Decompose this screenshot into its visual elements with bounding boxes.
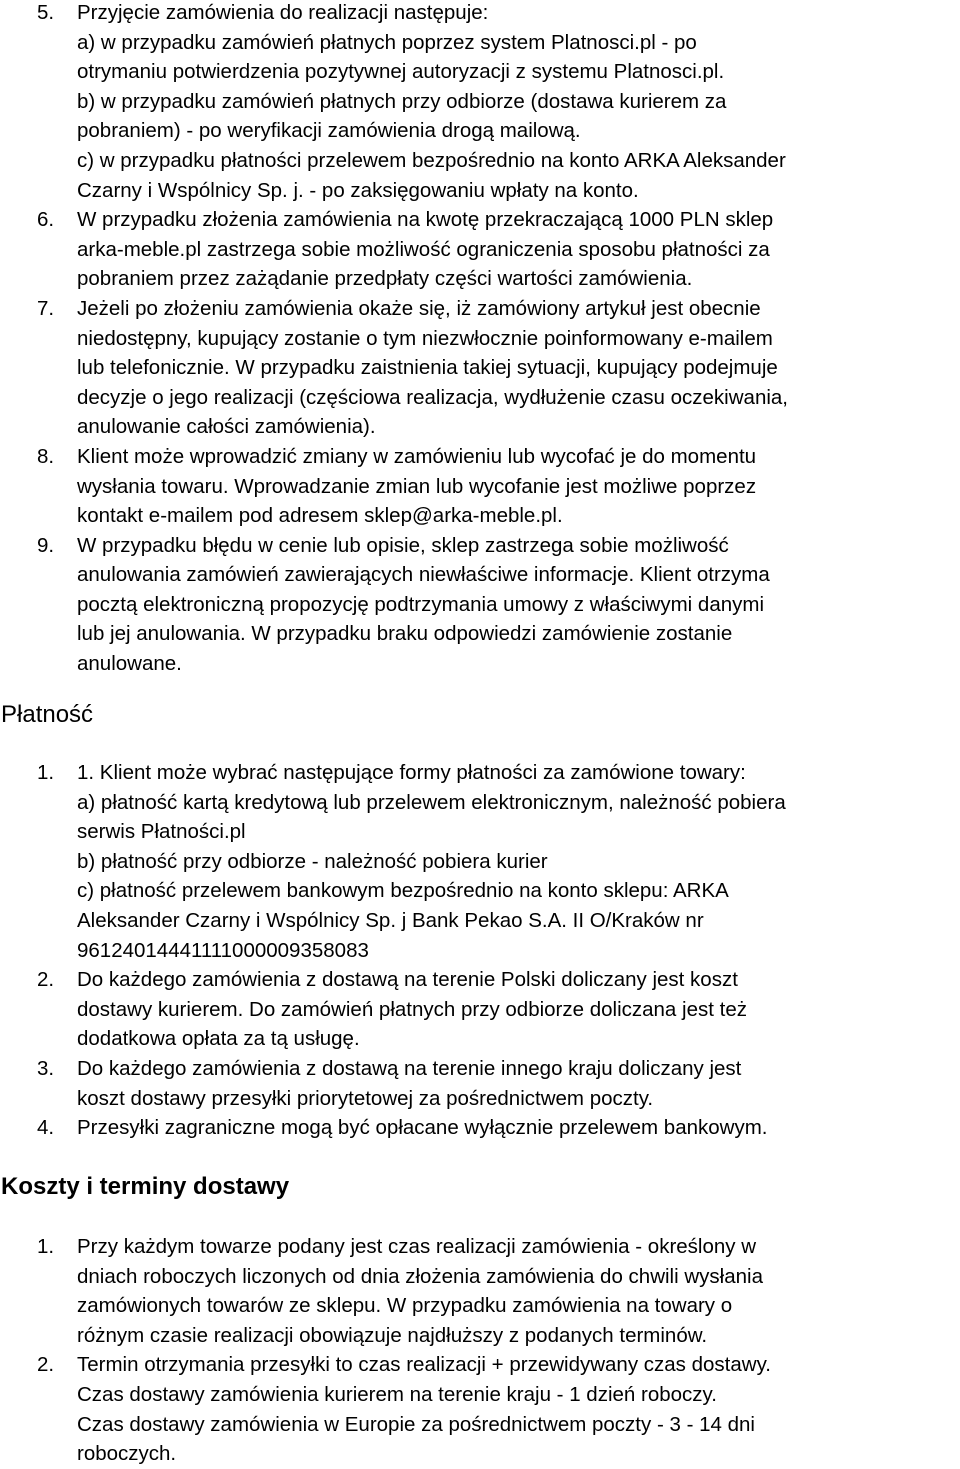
list-item-number: 1. xyxy=(37,761,55,784)
list-item-line: koszt dostawy przesyłki priorytetowej za pośrednictwem poczty. xyxy=(77,1086,654,1110)
list-item-line: dostawy kurierem. Do zamówień płatnych przy odbiorze doliczana jest też xyxy=(77,997,747,1021)
list-item-line: różnym czasie realizacji obowiązuje najdłuższy z podanych terminów. xyxy=(77,1323,708,1347)
list-item-line: lub telefonicznie. W przypadku zaistnienia takiej sytuacji, kupujący podejmuje xyxy=(77,356,778,380)
list-item xyxy=(0,294,960,442)
list-item-line: b) płatność przy odbiorze - należność pobiera kurier xyxy=(77,849,548,873)
list-item-number: 2. xyxy=(37,968,55,992)
list-item xyxy=(0,1350,960,1468)
list-item-line: dodatkowa opłata za tą usługę. xyxy=(77,1027,360,1051)
list-item-line: Klient może wprowadzić zmiany w zamówieniu lub wycofać je do momentu xyxy=(77,444,757,468)
list-item-line: Przy każdym towarze podany jest czas realizacji zamówienia - określony w xyxy=(77,1235,757,1258)
list-item-line: pobraniem przez zażądanie przedpłaty części wartości zamówienia. xyxy=(77,267,693,291)
list-item-line: c) płatność przelewem bankowym bezpośrednio na konto sklepu: ARKA xyxy=(77,879,729,903)
list-item-line: pocztą elektroniczną propozycję podtrzymania umowy z właściwymi danymi xyxy=(77,592,765,616)
list-item-line: Jeżeli po złożeniu zamówienia okaże się, iż zamówiony artykuł jest obecnie xyxy=(77,296,761,320)
list-item xyxy=(0,1054,960,1113)
list-item-number: 9. xyxy=(37,533,55,557)
list-item-line: Aleksander Czarny i Wspólnicy Sp. j Bank Pekao S.A. II O/Kraków nr xyxy=(77,908,704,932)
list-item-line: anulowanie całości zamówienia). xyxy=(77,415,376,439)
list-item-line: Do każdego zamówienia z dostawą na terenie Polski doliczany jest koszt xyxy=(77,968,738,992)
list-item-line: a) płatność kartą kredytową lub przelewem elektronicznym, należność pobiera xyxy=(77,790,786,814)
list-item xyxy=(0,531,960,679)
list-item-line: Czarny i Wspólnicy Sp. j. - po zaksięgowaniu wpłaty na konto. xyxy=(77,178,639,202)
list-item-line: arka-meble.pl zastrzega sobie możliwość ograniczenia sposobu płatności za xyxy=(77,237,770,261)
list-item xyxy=(0,205,960,294)
order-terms-list xyxy=(0,0,960,679)
payment-terms-list xyxy=(0,758,960,1143)
list-item-line: Termin otrzymania przesyłki to czas realizacji + przewidywany czas dostawy. xyxy=(77,1353,772,1377)
list-item-line: roboczych. xyxy=(77,1442,177,1466)
list-item-line: Czas dostawy zamówienia w Europie za pośrednictwem poczty - 3 - 14 dni xyxy=(77,1412,755,1436)
list-item xyxy=(0,442,960,531)
list-item-line: Przyjęcie zamówienia do realizacji następuje: xyxy=(77,1,489,24)
list-item-line: niedostępny, kupujący zostanie o tym niezwłocznie poinformowany e-mailem xyxy=(77,326,773,350)
list-item-line: c) w przypadku płatności przelewem bezpośrednio na konto ARKA Aleksander xyxy=(77,148,786,172)
list-item-line: dniach roboczych liczonych od dnia złożenia zamówienia do chwili wysłania xyxy=(77,1264,763,1288)
list-item xyxy=(0,758,960,965)
list-item-line: zamówionych towarów ze sklepu. W przypadku zamówienia na towary o xyxy=(77,1294,733,1318)
list-item-number: 6. xyxy=(37,208,55,232)
list-item-line: 1. Klient może wybrać następujące formy płatności za zamówione towary: xyxy=(77,761,746,784)
list-item-line: a) w przypadku zamówień płatnych poprzez system Platnosci.pl - po xyxy=(77,30,697,54)
list-item-line: 96124014441111000009358083 xyxy=(77,938,369,962)
list-item-line: anulowania zamówień zawierających niewłaściwe informacje. Klient otrzyma xyxy=(77,563,770,587)
delivery-heading: Koszty i terminy dostawy xyxy=(1,1173,290,1200)
list-item-line: Przesyłki zagraniczne mogą być opłacane wyłącznie przelewem bankowym. xyxy=(77,1116,768,1140)
list-item-line: decyzje o jego realizacji (częściowa realizacja, wydłużenie czasu oczekiwania, xyxy=(77,385,788,409)
list-item-line: W przypadku błędu w cenie lub opisie, sklep zastrzega sobie możliwość xyxy=(77,533,729,557)
list-item-number: 3. xyxy=(37,1056,55,1080)
list-item-line: pobraniem) - po weryfikacji zamówienia drogą mailową. xyxy=(77,119,581,143)
list-item-number: 7. xyxy=(37,296,55,320)
list-item-line: b) w przypadku zamówień płatnych przy odbiorze (dostawa kurierem za xyxy=(77,89,727,113)
payment-heading: Płatność xyxy=(1,701,94,728)
delivery-terms-list xyxy=(0,1232,960,1469)
list-item xyxy=(0,1232,960,1350)
list-item-number: 8. xyxy=(37,444,55,468)
list-item-line: W przypadku złożenia zamówienia na kwotę przekraczającą 1000 PLN sklep xyxy=(77,208,774,232)
list-item-number: 5. xyxy=(37,1,55,24)
list-item xyxy=(0,965,960,1054)
list-item-line: lub jej anulowania. W przypadku braku odpowiedzi zamówienie zostanie xyxy=(77,622,733,646)
list-item-number: 4. xyxy=(37,1116,55,1140)
list-item-line: wysłania towaru. Wprowadzanie zmian lub wycofanie jest możliwe poprzez xyxy=(77,474,757,498)
list-item-line: Do każdego zamówienia z dostawą na terenie innego kraju doliczany jest xyxy=(77,1056,742,1080)
list-item-line: kontakt e-mailem pod adresem sklep@arka-meble.pl. xyxy=(77,504,563,528)
list-item-line: anulowane. xyxy=(77,652,182,676)
list-item xyxy=(0,0,960,205)
list-item-number: 2. xyxy=(37,1353,55,1377)
list-item-number: 1. xyxy=(37,1235,55,1258)
list-item-line: serwis Płatności.pl xyxy=(77,820,246,844)
list-item-line: Czas dostawy zamówienia kurierem na terenie kraju - 1 dzień roboczy. xyxy=(77,1382,717,1406)
list-item-line: otrymaniu potwierdzenia pozytywnej autoryzacji z systemu Platnosci.pl. xyxy=(77,60,725,84)
list-item xyxy=(0,1113,960,1143)
